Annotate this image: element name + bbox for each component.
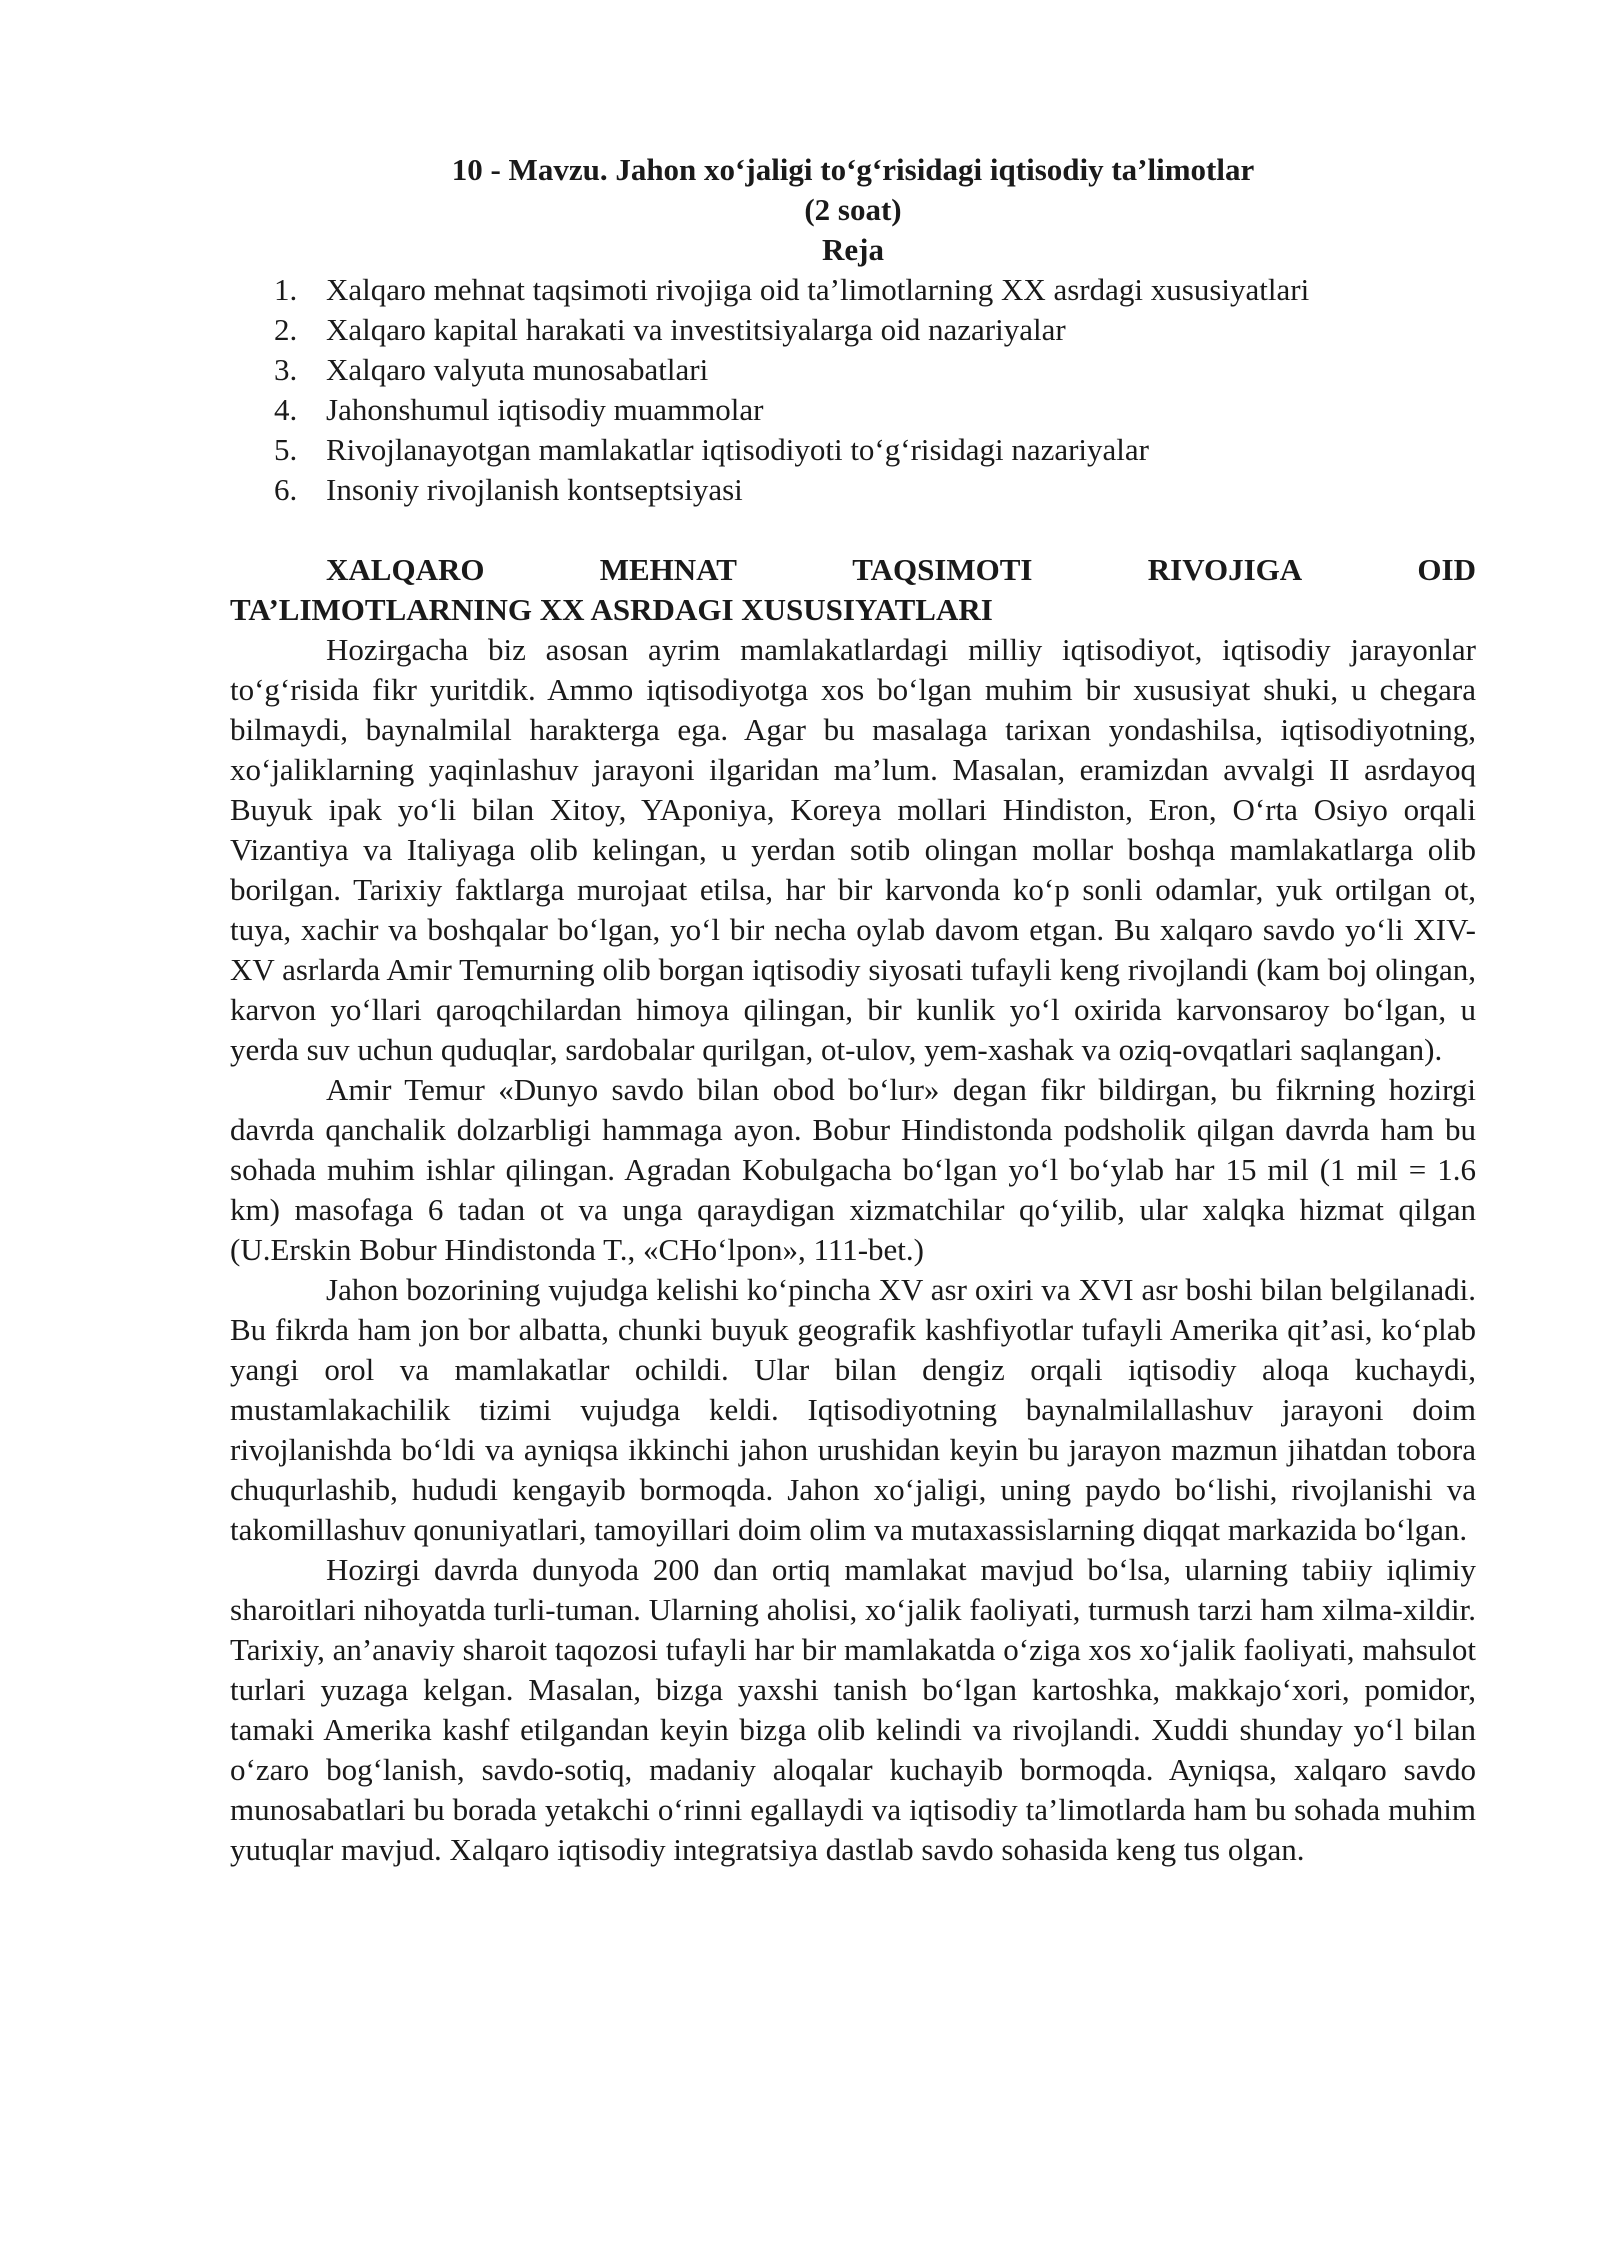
document-page xyxy=(230,150,1476,1870)
body-paragraph: Jahon bozorining vujudga kelishi ko‘pincha XV asr oxiri va XVI asr boshi bilan belgilanadi. Bu fikrda ham jon bor albatta, chunki buyuk geografik kashfiyotlar tufayli Amerika qit’asi, ko‘plab yangi orol va mamlakatlar ochildi. Ular bilan dengiz orqali iqtisodiy aloqa kuchaydi, mustamlakachilik tizimi vujudga keldi. Iqtisodiyotning baynalmilallashuv jarayoni doim rivojlanishda bo‘ldi va ayniqsa ikkinchi jahon urushidan keyin bu jarayon mazmun jihatdan tobora chuqurlashib, hududi kengayib bormoqda. Jahon xo‘jaligi, uning paydo bo‘lishi, rivojlanishi va takomillashuv qonuniyatlari, tamoyillari doim olim va mutaxassislarning diqqat markazida bo‘lgan. xyxy=(230,1272,1476,1547)
plan-item-number: 6. xyxy=(274,472,298,507)
body-paragraph: Amir Temur «Dunyo savdo bilan obod bo‘lur» degan fikr bildirgan, bu fikrning hozirgi davrda qanchalik dolzarbligi hammaga ayon. Bobur Hindistonda podsholik qilgan davrda ham bu sohada muhim ishlar qilingan. Agradan Kobulgacha bo‘lgan yo‘l bo‘ylab har 15 mil (1 mil = 1.6 km) masofaga 6 tadan ot va unga qaraydigan xizmatchilar qo‘yilib, ular xalqka hizmat qilgan (U.Erskin Bobur Hindistonda T., «CHo‘lpon», 111-bet.) xyxy=(230,1072,1476,1267)
plan-item-number: 5. xyxy=(274,432,298,467)
plan-item xyxy=(274,270,1476,310)
section-heading-word: TAQSIMOTI xyxy=(852,552,1033,587)
lecture-title: 10 - Mavzu. Jahon xo‘jaligi to‘g‘risidagi iqtisodiy ta’limotlar xyxy=(451,152,1255,187)
plan-item-text: Jahonshumul iqtisodiy muammolar xyxy=(326,392,764,427)
section-heading-line2: TA’LIMOTLARNING XX ASRDAGI XUSUSIYATLARI xyxy=(230,592,993,627)
body-paragraph: Hozirgacha biz asosan ayrim mamlakatlardagi milliy iqtisodiyot, iqtisodiy jarayonlar to‘g‘risida fikr yuritdik. Ammo iqtisodiyotga xos bo‘lgan muhim bir xususiyat shuki, u chegara bilmaydi, baynalmilal harakterga ega. Agar bu masalaga tarixan yondashilsa, iqtisodiyotning, xo‘jaliklarning yaqinlashuv jarayoni ilgaridan ma’lum. Masalan, eramizdan avvalgi II asrdayoq Buyuk ipak yo‘li bilan Xitoy, YAponiya, Koreya mollari Hindiston, Eron, O‘rta Osiyo orqali Vizantiya va Italiyaga olib kelingan, u yerdan sotib olingan mollar boshqa mamlakatlarga olib borilgan. Tarixiy faktlarga murojaat etilsa, har bir karvonda ko‘p sonli odamlar, yuk ortilgan ot, tuya, xachir va boshqalar bo‘lgan, yo‘l bir necha oylab davom etgan. Bu xalqaro savdo yo‘li XIV-XV asrlarda Amir Temurning olib borgan iqtisodiy siyosati tufayli keng rivojlandi (kam boj olingan, karvon yo‘llari qaroqchilardan himoya qilingan, bir kunlik yo‘l oxirida karvonsaroy bo‘lgan, u yerda suv uchun quduqlar, sardobalar qurilgan, ot-ulov, yem-xashak va oziq-ovqatlari saqlangan). xyxy=(230,632,1476,1067)
section-heading-line1 xyxy=(230,550,1476,590)
plan-item xyxy=(274,310,1476,350)
section-heading-word: OID xyxy=(1417,552,1476,587)
plan-item-number: 1. xyxy=(274,272,298,307)
section-heading xyxy=(230,550,1476,630)
plan-item-text: Xalqaro kapital harakati va investitsiyalarga oid nazariyalar xyxy=(326,312,1066,347)
plan-item xyxy=(274,390,1476,430)
body-paragraph: Hozirgi davrda dunyoda 200 dan ortiq mamlakat mavjud bo‘lsa, ularning tabiiy iqlimiy sharoitlari nihoyatda turli-tuman. Ularning aholisi, xo‘jalik faoliyati, turmush tarzi ham xilma-xildir. Tarixiy, an’anaviy sharoit taqozosi tufayli har bir mamlakatda o‘ziga xos xo‘jalik faoliyati, mahsulot turlari yuzaga kelgan. Masalan, bizga yaxshi tanish bo‘lgan kartoshka, makkajo‘xori, pomidor, tamaki Amerika kashf etilgandan keyin bizga olib kelindi va rivojlandi. Xuddi shunday yo‘l bilan o‘zaro bog‘lanish, savdo-sotiq, madaniy aloqalar kuchayib bormoqda. Ayniqsa, xalqaro savdo munosabatlari bu borada yetakchi o‘rinni egallaydi va iqtisodiy ta’limotlarda ham bu sohada muhim yutuqlar mavjud. Xalqaro iqtisodiy integratsiya dastlab savdo sohasida keng tus olgan. xyxy=(230,1552,1476,1867)
section-heading-word: MEHNAT xyxy=(599,552,737,587)
plan-item xyxy=(274,470,1476,510)
plan-item xyxy=(274,430,1476,470)
plan-item-text: Xalqaro mehnat taqsimoti rivojiga oid ta’limotlarning XX asrdagi xususiyatlari xyxy=(326,272,1310,307)
plan-heading: Reja xyxy=(822,232,884,267)
plan-item-text: Rivojlanayotgan mamlakatlar iqtisodiyoti to‘g‘risidagi nazariyalar xyxy=(326,432,1149,467)
plan-item xyxy=(274,350,1476,390)
plan-item-number: 2. xyxy=(274,312,298,347)
plan-list xyxy=(230,270,1476,510)
plan-item-text: Xalqaro valyuta munosabatlari xyxy=(326,352,709,387)
section-heading-word: RIVOJIGA xyxy=(1147,552,1303,587)
lecture-duration: (2 soat) xyxy=(804,192,902,227)
plan-item-number: 3. xyxy=(274,352,298,387)
plan-item-text: Insoniy rivojlanish kontseptsiyasi xyxy=(326,472,743,507)
section-heading-word: XALQARO xyxy=(326,552,485,587)
plan-item-number: 4. xyxy=(274,392,298,427)
